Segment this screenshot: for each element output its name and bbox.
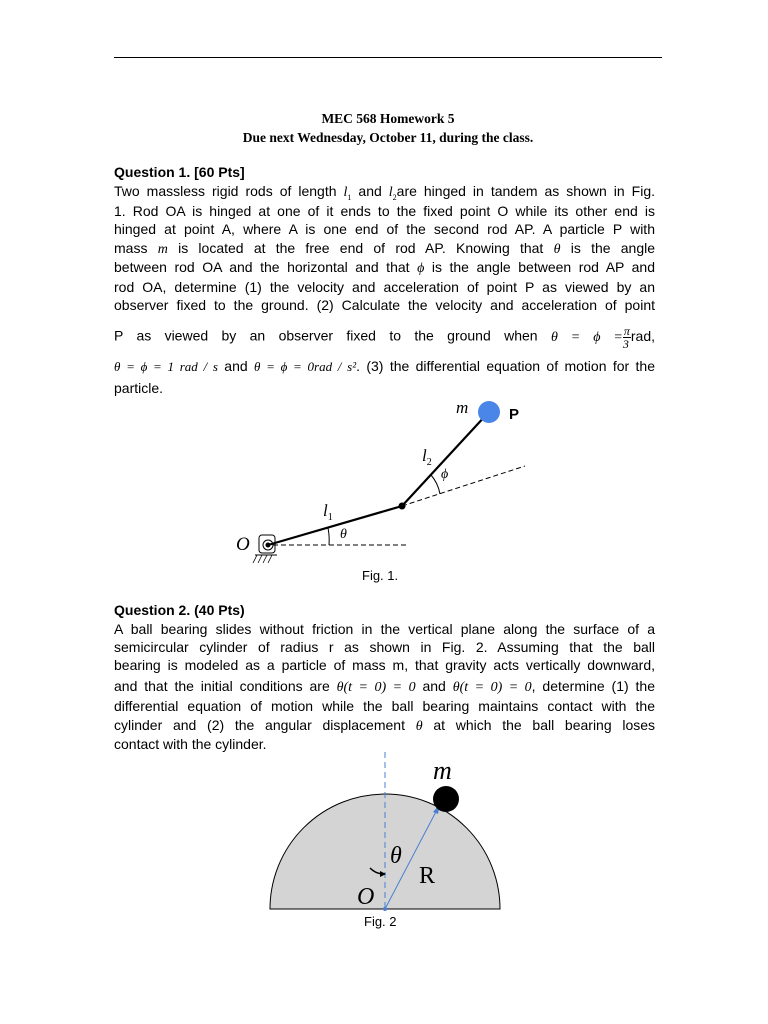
l2-label: $l_2$ — [422, 446, 432, 468]
hinge-a — [399, 503, 406, 510]
phi-label: ϕ — [441, 467, 449, 482]
q1-line-2: 1. Rod OA is hinged at one of it ends to the fixed point O while its other end is — [114, 203, 655, 219]
q2-line-4: and that the initial conditions are θ(t = 0) = 0 and θ(t = 0) = 0, determine (1) the — [114, 678, 656, 695]
q1-line-10: particle. — [114, 380, 164, 396]
semicircular-cylinder — [270, 794, 500, 909]
q1-line-7: observer fixed to the ground. (2) Calculate the velocity and acceleration of point — [114, 297, 655, 313]
due-date: Due next Wednesday, October 11, during the class. — [242, 130, 534, 145]
angle-condition: θ = ϕ = $\frac{\pi}{3}$ rad, — [550, 324, 655, 351]
ball-bearing — [433, 786, 459, 812]
question-2-heading: Question 2. (40 Pts) — [114, 602, 245, 618]
theta-arc — [328, 528, 329, 545]
l2-symbol: $l_2$ — [388, 185, 397, 202]
q1-text: Two massless rigid rods of length — [114, 183, 337, 199]
q2-line-6: cylinder and (2) the angular displacement θ at which the ball bearing loses — [114, 717, 656, 734]
center-point — [383, 907, 387, 911]
figure-2-caption: Fig. 2 — [364, 914, 397, 929]
theta-label: θ — [340, 527, 347, 542]
figure-2-diagram — [262, 750, 512, 915]
phi-symbol: ϕ — [417, 261, 425, 276]
pi-over-3: $\frac{\pi}{3}$ — [622, 324, 630, 351]
theta-symbol: θ — [553, 242, 561, 257]
q2-line-1: A ball bearing slides without friction in the vertical plane along the surface of a — [114, 621, 655, 637]
radius-label: R — [419, 863, 436, 889]
velocity-condition: θ = ϕ = 1 rad / s — [114, 359, 218, 374]
initial-position-condition: θ(t = 0) = 0 — [336, 680, 416, 695]
homework-title: MEC 568 Homework 5 — [321, 111, 455, 126]
q2-line-3: bearing is modeled as a particle of mass m, that gravity acts vertically downward, — [114, 657, 655, 673]
l1-symbol: $l_1$ — [343, 185, 352, 202]
theta-symbol: θ — [415, 719, 423, 734]
q2-line-2: semicircular cylinder of radius r as shown in Fig. 2. Assuming that the ball — [114, 639, 655, 655]
origin-label: O — [357, 884, 375, 910]
figure-1-diagram — [225, 395, 545, 570]
figure-1-caption: Fig. 1. — [362, 568, 399, 583]
q1-text: and — [358, 183, 382, 199]
particle-p — [478, 401, 500, 423]
fixed-hinge-support — [253, 535, 277, 563]
q2-line-5: differential equation of motion while the ball bearing maintains contact with the — [114, 698, 655, 714]
q2-line-7: contact with the cylinder. — [114, 736, 267, 752]
rod-oa — [268, 506, 402, 545]
mass-symbol: m — [157, 242, 168, 257]
q1-line-6: rod OA, determine (1) the velocity and acceleration of point P as viewed by an — [114, 279, 655, 295]
l1-label: $l_1$ — [323, 501, 333, 523]
q1-line-5: between rod OA and the horizontal and that ϕ is the angle between rod AP and — [114, 259, 655, 276]
q1-text: are hinged in tandem as shown in Fig. — [396, 183, 655, 199]
question-1-heading: Question 1. [60 Pts] — [114, 164, 245, 180]
mass-label: m — [433, 756, 452, 785]
q1-line-3: hinged at point A, where A is one end of the second rod AP. A particle P with — [114, 221, 655, 237]
mass-label: m — [456, 398, 469, 417]
point-p-label: P — [509, 406, 520, 423]
q1-line-8: P as viewed by an observer fixed to the ground when θ = ϕ = $\frac{\pi}{3}$ rad, — [114, 324, 655, 351]
origin-label: O — [236, 534, 250, 555]
q1-line-9: θ = ϕ = 1 rad / s and θ = ϕ = 0rad / s². (3) the differential equation of motion for the — [114, 358, 655, 374]
top-rule — [114, 57, 662, 58]
theta-label: θ — [390, 843, 402, 869]
acceleration-condition: θ = ϕ = 0rad / s² — [254, 359, 357, 374]
q1-line-1 — [114, 182, 655, 200]
q1-line-4: mass m is located at the free end of rod AP. Knowing that θ is the angle — [114, 240, 656, 257]
initial-velocity-condition: θ(t = 0) = 0 — [452, 680, 532, 695]
phi-arc — [431, 475, 440, 494]
